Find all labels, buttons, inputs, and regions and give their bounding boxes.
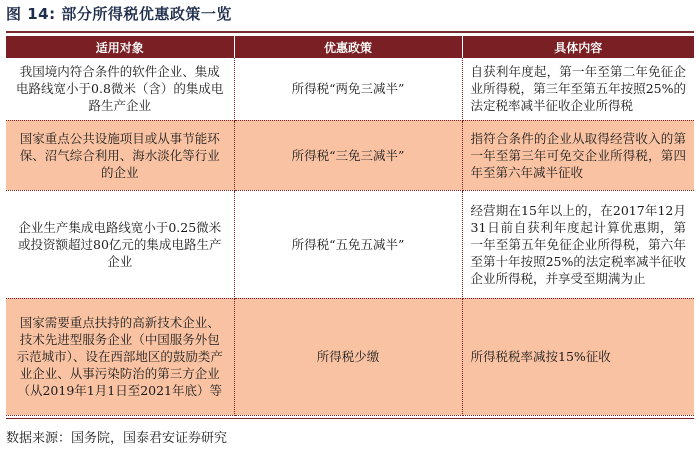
- cell-target: 国家需要重点扶持的高新技术企业、技术先进型服务企业（中国服务外包示范城市）、设在西部地区的鼓励类产业企业、从事污染防治的第三方企业（从2019年1月1日至2021年底）等: [6, 298, 234, 415]
- cell-target: 国家重点公共设施项目或从事节能环保、沼气综合利用、海水淡化等行业的企业: [6, 120, 234, 190]
- cell-policy: 所得税“三免三减半”: [234, 120, 462, 190]
- title-divider: [6, 31, 694, 33]
- table-header-row: [6, 36, 694, 58]
- cell-target: 企业生产集成电路线宽小于0.25微米或投资额超过80亿元的集成电路生产企业: [6, 190, 234, 298]
- header-detail: 具体内容: [462, 36, 694, 58]
- table-row: [6, 190, 694, 298]
- table-row: [6, 120, 694, 190]
- source-note: 数据来源：国务院，国泰君安证券研究: [6, 431, 228, 446]
- header-policy: 优惠政策: [234, 36, 462, 58]
- table-row: [6, 298, 694, 415]
- cell-detail: 指符合条件的企业从取得经营收入的第一年至第三年可免交企业所得税，第四年至第六年减半征收: [462, 120, 694, 190]
- cell-policy: 所得税“两免三减半”: [234, 58, 462, 120]
- figure-title: 图 14: 部分所得税优惠政策一览: [6, 5, 232, 23]
- cell-detail: 自获利年度起，第一年至第二年免征企业所得税，第三年至第五年按照25%的法定税率减半征收企业所得税: [462, 58, 694, 120]
- table-bottom-rule: [6, 418, 694, 419]
- table-row: [6, 58, 694, 120]
- header-target: 适用对象: [6, 36, 234, 58]
- cell-detail: 所得税税率减按15%征收: [462, 298, 694, 415]
- cell-detail: 经营期在15年以上的，在2017年12月31日前自获利年度起计算优惠期，第一年至第五年免征企业所得税，第六年至第十年按照25%的法定税率减半征收企业所得税，并享受至期满为止: [462, 190, 694, 298]
- tax-policy-table: [6, 36, 694, 416]
- cell-target: 我国境内符合条件的软件企业、集成电路线宽小于0.8微米（含）的集成电路生产企业: [6, 58, 234, 120]
- cell-policy: 所得税少缴: [234, 298, 462, 415]
- cell-policy: 所得税“五免五减半”: [234, 190, 462, 298]
